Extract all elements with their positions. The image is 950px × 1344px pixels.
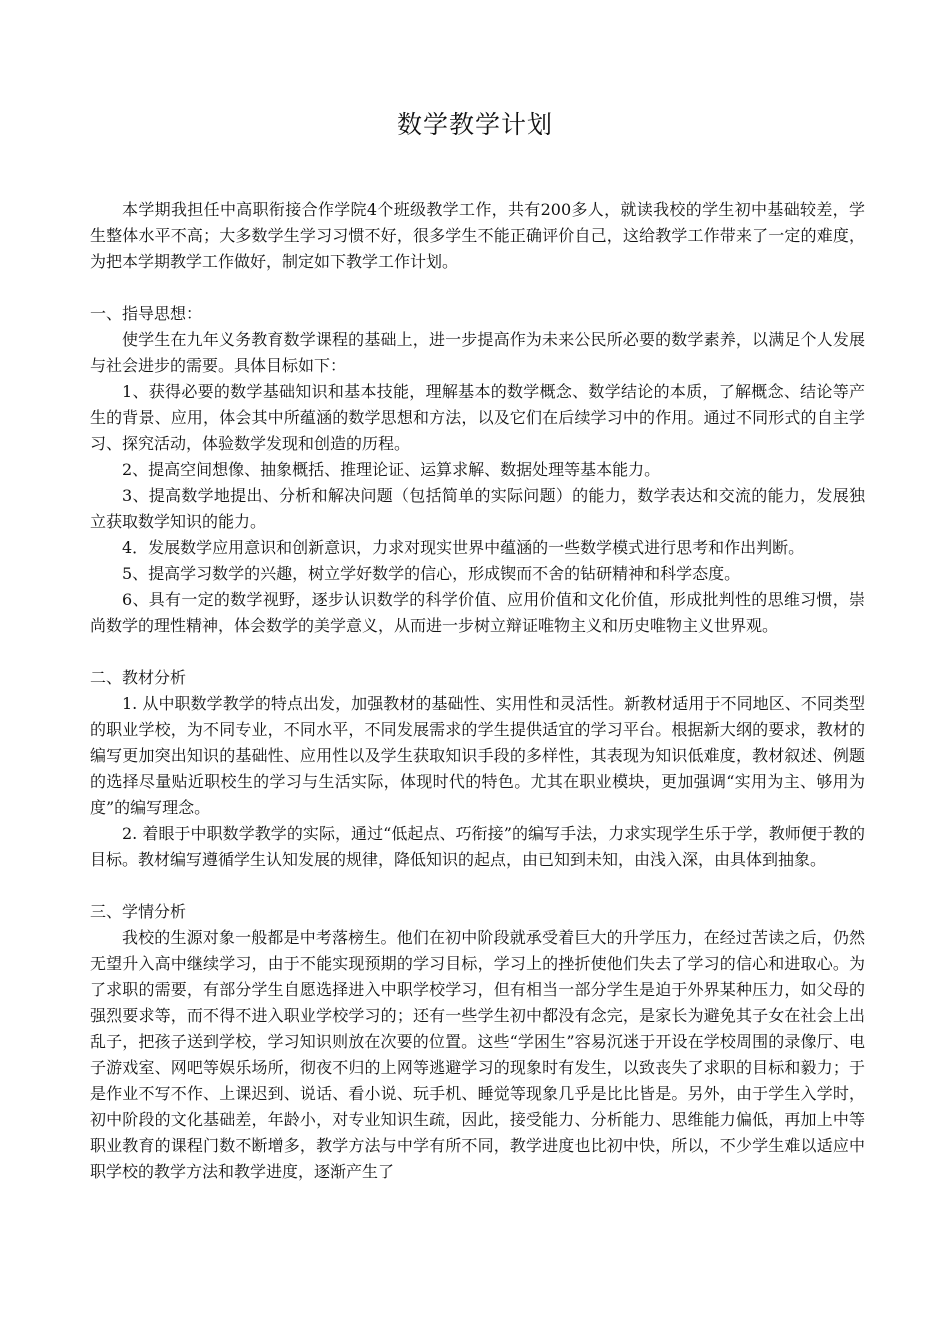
section-heading-student-analysis: 三、学情分析 [90, 902, 187, 921]
document-body [90, 197, 865, 1185]
section-heading-guiding-ideas: 一、指导思想： [90, 304, 203, 323]
document-title: 数学教学计划 [396, 110, 553, 139]
goal-item-3: 3、提高数学地提出、分析和解决问题（包括简单的实际问题）的能力，数学表达和交流的能力，发展独立获取数学知识的能力。 [90, 486, 865, 531]
textbook-analysis-item-1: 1. 从中职数学教学的特点出发，加强教材的基础性、实用性和灵活性。新教材适用于不同地区、不同类型的职业学校，为不同专业，不同水平，不同发展需求的学生提供适宜的学习平台。根据新大纲的要求，教材的编写更加突出知识的基础性、应用性以及学生获取知识手段的多样性，其表现为知识低难度，教材叙述、例题的选择尽量贴近职校生的学习与生活实际，体现时代的特色。尤其在职业模块，更加强调“实用为主、够用为度”的编写理念。 [90, 694, 865, 817]
section-heading-textbook-analysis: 二、教材分析 [90, 668, 187, 687]
textbook-analysis-item-2: 2. 着眼于中职数学教学的实际，通过“低起点、巧衔接”的编写手法，力求实现学生乐于学，教师便于教的目标。教材编写遵循学生认知发展的规律，降低知识的起点，由已知到未知，由浅入深，由具体到抽象。 [90, 824, 865, 869]
guiding-ideas-paragraph: 使学生在九年义务教育数学课程的基础上，进一步提高作为未来公民所必要的数学素养，以满足个人发展与社会进步的需要。具体目标如下： [90, 330, 865, 375]
spacer [90, 639, 865, 665]
spacer [90, 275, 865, 301]
goal-item-6: 6、具有一定的数学视野，逐步认识数学的科学价值、应用价值和文化价值，形成批判性的思维习惯，崇尚数学的理性精神，体会数学的美学意义，从而进一步树立辩证唯物主义和历史唯物主义世界观。 [90, 590, 865, 635]
goal-item-4: 4．发展数学应用意识和创新意识，力求对现实世界中蕴涵的一些数学模式进行思考和作出判断。 [122, 538, 805, 557]
spacer [90, 873, 865, 899]
goal-item-2: 2、提高空间想像、抽象概括、推理论证、运算求解、数据处理等基本能力。 [122, 460, 661, 479]
intro-paragraph: 本学期我担任中高职衔接合作学院4个班级教学工作，共有200多人，就读我校的学生初中基础较差，学生整体水平不高；大多数学生学习习惯不好，很多学生不能正确评价自己，这给教学工作带来了一定的难度，为把本学期教学工作做好，制定如下教学工作计划。 [90, 200, 865, 271]
goal-item-5: 5、提高学习数学的兴趣，树立学好数学的信心，形成锲而不舍的钻研精神和科学态度。 [122, 564, 741, 583]
student-analysis-paragraph: 我校的生源对象一般都是中考落榜生。他们在初中阶段就承受着巨大的升学压力，在经过苦读之后，仍然无望升入高中继续学习，由于不能实现预期的学习目标，学习上的挫折使他们失去了学习的信心和进取心。为了求职的需要，有部分学生自愿选择进入中职学校学习，但有相当一部分学生是迫于外界某种压力，如父母的强烈要求等，而不得不进入职业学校学习的；还有一些学生初中都没有念完，是家长为避免其子女在社会上出乱子，把孩子送到学校，学习知识则放在次要的位置。这些“学困生”容易沉迷于开设在学校周围的录像厅、电子游戏室、网吧等娱乐场所，彻夜不归的上网等逃避学习的现象时有发生，以致丧失了求职的目标和毅力；于是作业不写不作、上课迟到、说话、看小说、玩手机、睡觉等现象几乎是比比皆是。另外，由于学生入学时，初中阶段的文化基础差，年龄小，对专业知识生疏，因此，接受能力、分析能力、思维能力偏低，再加上中等职业教育的课程门数不断增多，教学方法与中学有所不同，教学进度也比初中快，所以，不少学生难以适应中职学校的教学方法和教学进度，逐渐产生了 [90, 928, 865, 1181]
goal-item-1: 1、获得必要的数学基础知识和基本技能，理解基本的数学概念、数学结论的本质，了解概念、结论等产生的背景、应用，体会其中所蕴涵的数学思想和方法，以及它们在后续学习中的作用。通过不同形式的自主学习、探究活动，体验数学发现和创造的历程。 [90, 382, 865, 453]
